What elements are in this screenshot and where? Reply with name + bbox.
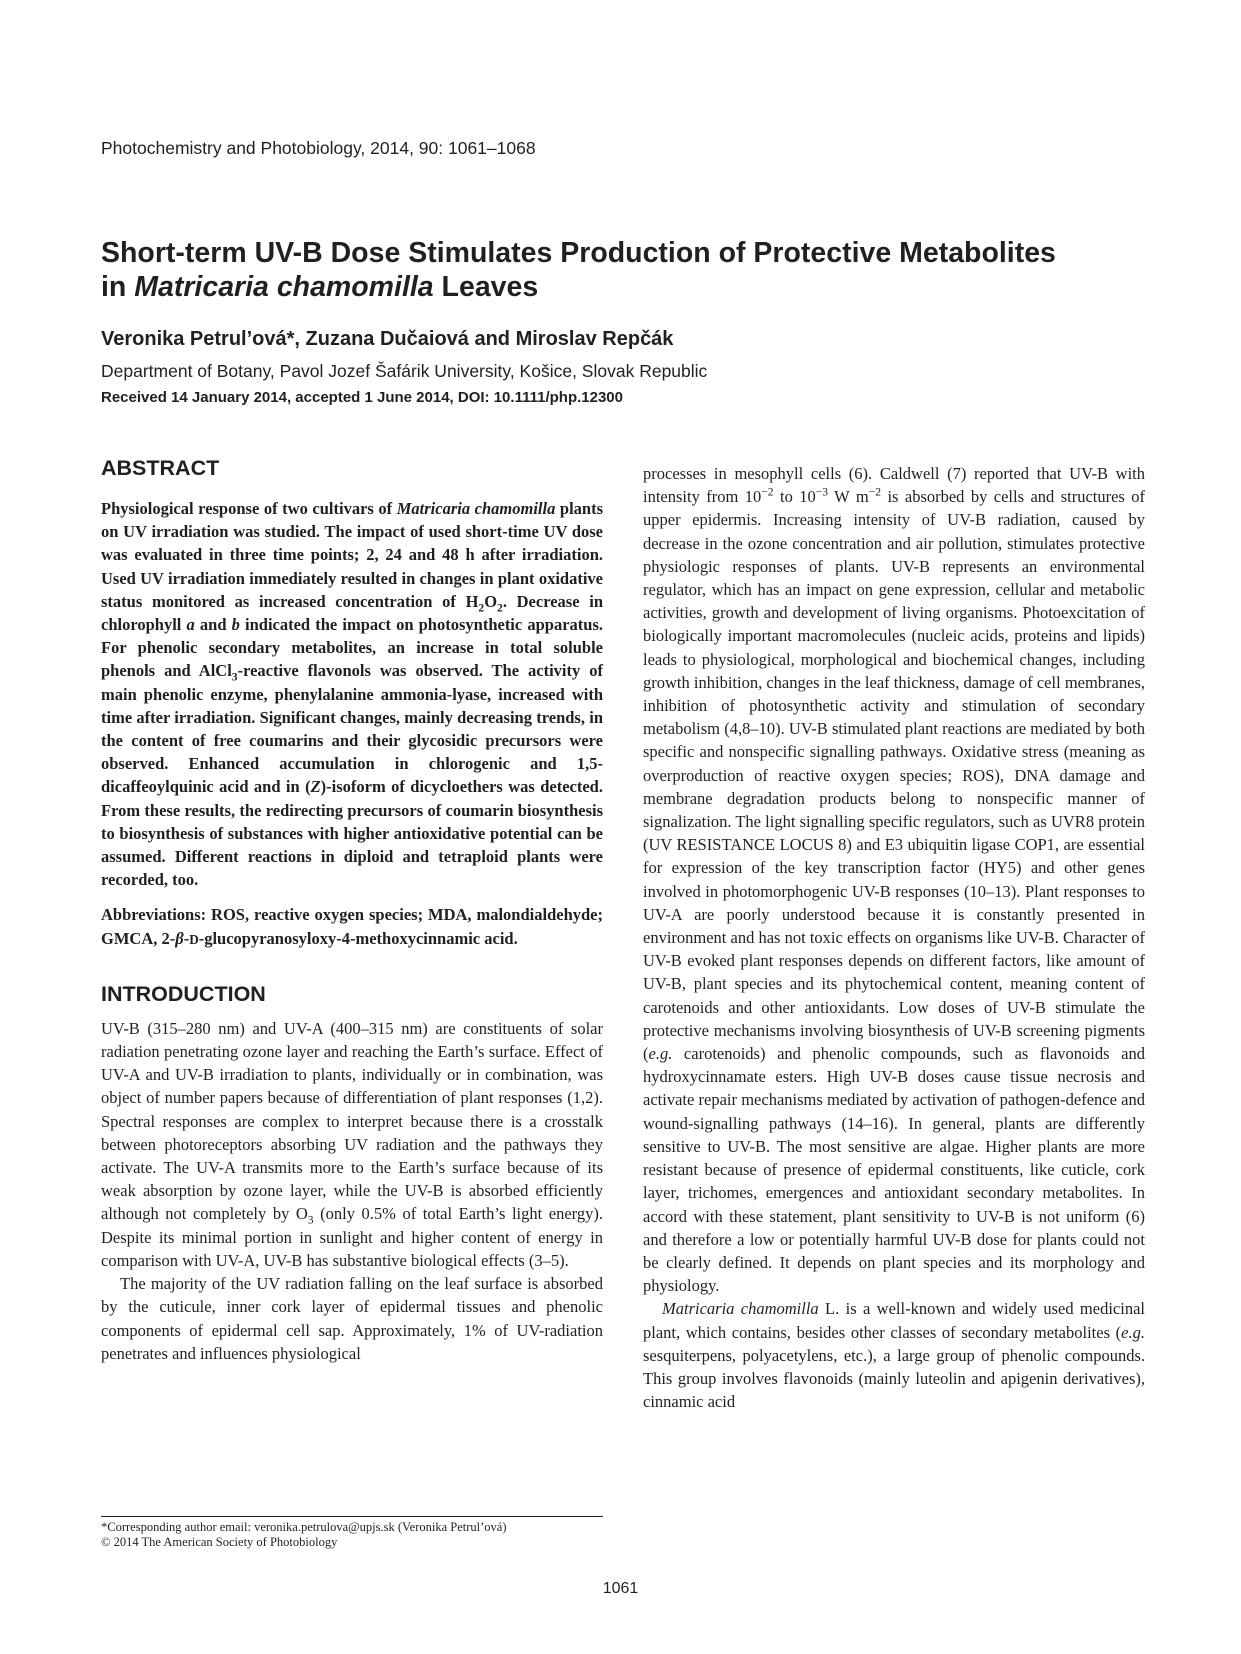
abbreviations: Abbreviations: ROS, reactive oxygen species; MDA, malondialdehyde; GMCA, 2-β-D-glucopyranosyloxy-4-methoxycinnamic acid. bbox=[101, 905, 603, 948]
introduction-heading: INTRODUCTION bbox=[101, 981, 266, 1006]
page-number: 1061 bbox=[602, 1580, 639, 1597]
copyright-notice: © 2014 The American Society of Photobiology bbox=[101, 1535, 338, 1549]
abstract-text: Physiological response of two cultivars of Matricaria chamomilla plants on UV irradiation was studied. The impact of used short-time UV dose was evaluated in three time points; 2, 24 and 48 h after irradiation. Used UV irradiation immediately resulted in changes in plant oxidative status monitored as increased concentration of $H_2O_2$. Decrease in chlorophyll a and b indicated the impact on photosynthetic apparatus. For phenolic secondary metabolites, an increase in total soluble phenols and AlCl$_3$-reactive flavonols was observed. The activity of main phenolic enzyme, phenylalanine ammonia-lyase, increased with time after irradiation. Significant changes, mainly decreasing trends, in the content of free coumarins and their glycosidic precursors were observed. Enhanced accumulation in chlorogenic and 1,5-dicaffeoylquinic acid and in (Z)-isoform of dicycloethers was detected. From these results, the redirecting precursors of coumarin biosynthesis to biosynthesis of substances with higher antioxidative potential can be assumed. Different reactions in diploid and tetraploid plants were recorded, too. bbox=[101, 499, 604, 890]
affiliation: Department of Botany, Pavol Jozef Šafárik University, Košice, Slovak Republic bbox=[101, 361, 708, 381]
right-column bbox=[643, 462, 1145, 1413]
journal-citation: Photochemistry and Photobiology, 2014, 90: 1061–1068 bbox=[101, 138, 536, 158]
left-column bbox=[101, 455, 603, 1365]
corresponding-author: *Corresponding author email: veronika.petrulova@upjs.sk (Veronika Petrul’ová) bbox=[101, 1520, 507, 1534]
right-paragraph-1: processes in mesophyll cells (6). Caldwell (7) reported that UV-B with intensity from $10^{-2}$ to $10^{-3}$ W $m^{-2}$ is absorbed by cells and structures of upper epidermis. Increasing intensity of UV-B radiation, caused by decrease in the ozone concentration and air pollution, stimulates protective physiologic responses of plants. UV-B represents an environmental regulator, which has an impact on gene expression, cellular and metabolic activities, growth and development of living organisms. Photoexcitation of biologically important macromolecules (nucleic acids, proteins and lipids) leads to physiological, morphological and biochemical changes, including growth inhibition, changes in the leaf thickness, damage of cell membranes, inhibition of photosynthetic activity and stimulation of secondary metabolism (4,8–10). UV-B stimulated plant reactions are mediated by both specific and nonspecific signalling pathways. Oxidative stress (meaning as overproduction of reactive oxygen species; ROS), DNA damage and membrane degradation products belong to nonspecific manner of signalization. The light signalling specific regulators, such as UVR8 protein (UV RESISTANCE LOCUS 8) and E3 ubiquitin ligase COP1, are essential for expression of the key transcription factor (HY5) and other genes involved in photomorphogenic UV-B responses (10–13). Plant responses to UV-A are poorly understood because it is constantly presented in environment and has not toxic effects on organisms like UV-B. Character of UV-B evoked plant responses depends on different factors, like amount of UV-B, plant species and its phytochemical content, meaning content of carotenoids and other antioxidants. Low doses of UV-B stimulate the protective mechanisms involving biosynthesis of UV-B screening pigments (e.g. carotenoids) and phenolic compounds, such as flavonoids and hydroxycinnamate esters. High UV-B doses cause tissue necrosis and activate repair mechanisms mediated by activation of pathogen-defence and wound-signalling pathways (14–16). In general, plants are differently sensitive to UV-B. The most sensitive are algae. Higher plants are more resistant because of presence of epidermal constituents, like cuticle, cork layer, trichomes, emergences and antioxidant secondary metabolites. In accord with these statement, plant sensitivity to UV-B is not uniform (6) and therefore a low or potentially harmful UV-B dose for plants could not be clearly defined. It depends on plant species and its morphology and physiology. bbox=[643, 464, 1146, 1296]
intro-paragraph-2: The majority of the UV radiation falling on the leaf surface is absorbed by the cuticule, inner cork layer of epidermal tissues and phenolic components of epidermal cell sap. Approximately, 1% of UV-radiation penetrates and influences physiological bbox=[101, 1274, 603, 1363]
intro-paragraph-1: UV-B (315–280 nm) and UV-A (400–315 nm) are constituents of solar radiation penetrating ozone layer and reaching the Earth’s surface. Effect of UV-A and UV-B irradiation to plants, individually or in combination, was object of number papers because of differentiation of plant responses (1,2). Spectral responses are complex to interpret because there is a crosstalk between photoreceptors absorbing UV radiation and the pathways they activate. The UV-A transmits more to the Earth’s surface because of its weak absorption by ozone layer, while the UV-B is absorbed efficiently although not completely by $O_3$ (only 0.5% of total Earth’s light energy). Despite its minimal portion in sunlight and higher content of energy in comparison with UV-A, UV-B has substantive biological effects (3–5). bbox=[101, 1018, 603, 1270]
received-dates: Received 14 January 2014, accepted 1 June 2014, DOI: 10.1111/php.12300 bbox=[101, 389, 623, 406]
title-suffix: Leaves bbox=[433, 271, 539, 303]
title-line-1: Short-term UV-B Dose Stimulates Production of Protective Metabolites bbox=[101, 237, 1056, 269]
title-line-2 bbox=[101, 270, 1161, 304]
author-list: Veronika Petrul’ová*, Zuzana Dučaiová and Miroslav Repčák bbox=[101, 328, 674, 350]
right-paragraph-2: Matricaria chamomilla L. is a well-known and widely used medicinal plant, which contains, besides other classes of secondary metabolites (e.g. sesquiterpens, polyacetylens, etc.), a large group of phenolic compounds. This group involves flavonoids (mainly luteolin and apigenin derivatives), cinnamic acid bbox=[643, 1299, 1145, 1412]
article-title bbox=[101, 236, 1161, 304]
title-species: Matricaria chamomilla bbox=[134, 271, 434, 303]
footnote bbox=[101, 1520, 507, 1550]
title-prefix: in bbox=[101, 271, 135, 303]
abstract-heading: ABSTRACT bbox=[101, 456, 220, 480]
footnote-rule bbox=[101, 1516, 603, 1517]
